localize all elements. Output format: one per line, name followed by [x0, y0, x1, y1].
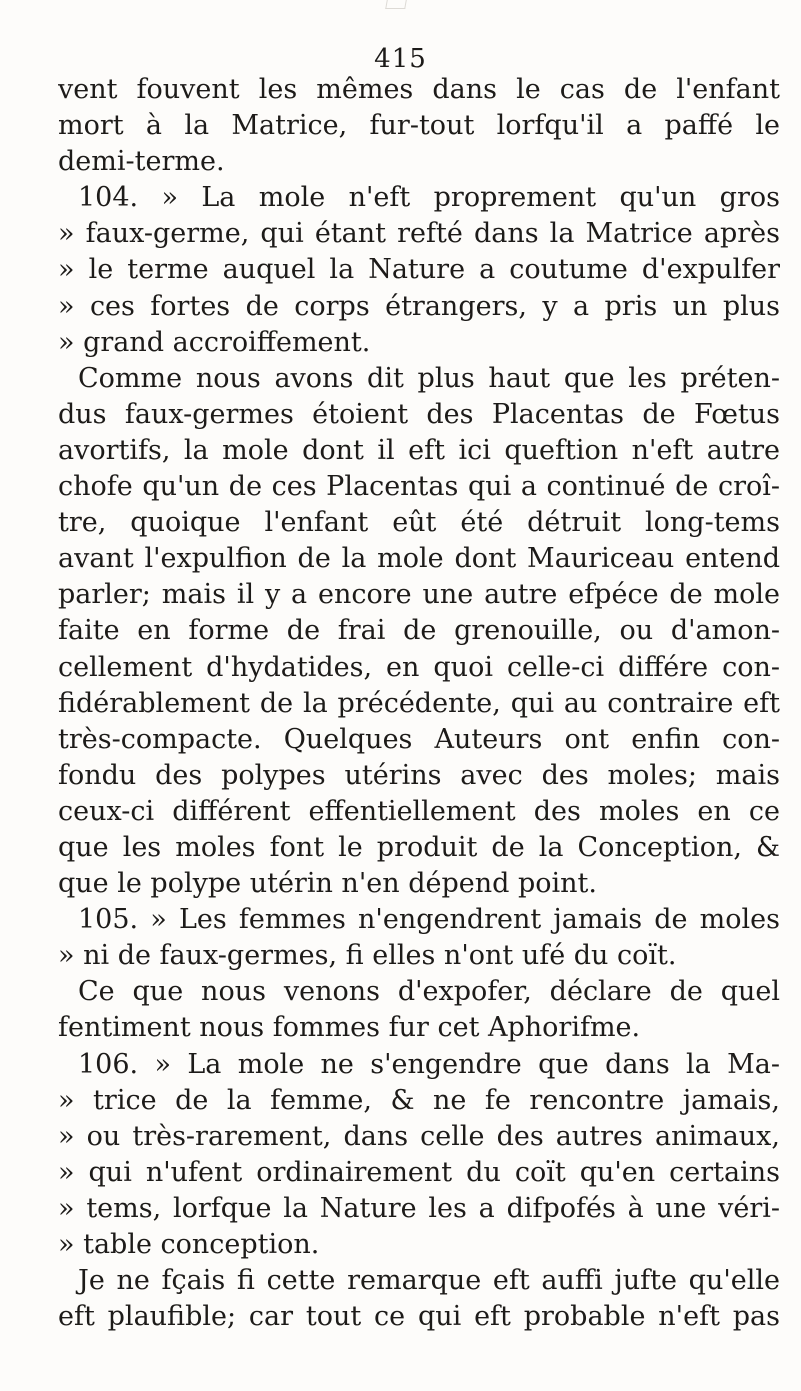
text-line: dus faux-germes étoient des Placentas de Fœtus — [58, 398, 780, 430]
text-line: très-compacte. Quelques Auteurs ont enfin con- — [58, 723, 780, 755]
text-line: vent fouvent les mêmes dans le cas de l'enfant — [58, 74, 780, 105]
text-line: » trice de la femme, & ne fe rencontre jamais, — [58, 1084, 780, 1116]
text-line: Comme nous avons dit plus haut que les préten- — [78, 362, 780, 394]
text-line: faite en forme de frai de grenouille, ou d'amon- — [58, 615, 780, 647]
text-line: avortifs, la mole dont il eft ici queftion n'eft autre — [58, 434, 780, 466]
text-line: mort à la Matrice, fur-tout lorfqu'il a paffé le — [58, 110, 780, 142]
text-line: 106. » La mole ne s'engendre que dans la Ma- — [78, 1048, 780, 1080]
text-line: tre, quoique l'enfant eût été détruit long-tems — [58, 507, 780, 539]
page-number: 415 — [374, 44, 427, 74]
text-line: demi-terme. — [58, 146, 225, 178]
text-line: parler; mais il y a encore une autre efpéce de mole — [58, 579, 780, 611]
text-line: que le polype utérin n'en dépend point. — [58, 868, 597, 900]
text-line: eft plaufible; car tout ce qui eft probable n'eft pas — [58, 1301, 780, 1333]
text-line: ceux-ci différent effentiellement des moles en ce — [58, 795, 780, 827]
text-line: » ni de faux-germes, fi elles n'ont ufé du coït. — [58, 940, 677, 972]
text-line: avant l'expulfion de la mole dont Mauriceau entend — [58, 543, 780, 575]
text-line: » ou très-rarement, dans celle des autres animaux, — [58, 1120, 780, 1152]
text-line: » ces fortes de corps étrangers, y a pris un plus — [58, 290, 780, 322]
text-line: » grand accroiffement. — [58, 326, 371, 358]
body-text — [58, 72, 780, 1335]
text-line: fondu des polypes utérins avec des moles; mais — [58, 759, 780, 791]
text-line: que les moles font le produit de la Conception, & — [58, 831, 780, 863]
text-line: 104. » La mole n'eft proprement qu'un gros — [78, 182, 780, 214]
text-line: fidérablement de la précédente, qui au contraire eft — [58, 687, 780, 719]
text-line: » tems, lorfque la Nature les a difpofés à une véri- — [58, 1192, 780, 1224]
text-line: fentiment nous fommes fur cet Aphorifme. — [58, 1012, 641, 1044]
text-line: cellement d'hydatides, en quoi celle-ci différe con- — [58, 651, 780, 683]
text-line: » faux-germe, qui étant refté dans la Matrice après — [58, 218, 780, 250]
text-line: » table conception. — [58, 1229, 320, 1260]
text-line: chofe qu'un de ces Placentas qui a continué de croî- — [58, 471, 780, 503]
text-line: » qui n'ufent ordinairement du coït qu'en certains — [58, 1156, 780, 1188]
page-fold-mark — [385, 0, 407, 9]
text-line: Ce que nous venons d'expofer, déclare de quel — [78, 976, 780, 1008]
text-line: Je ne fçais fi cette remarque eft auffi jufte qu'elle — [78, 1265, 780, 1297]
text-line: » le terme auquel la Nature a coutume d'expulfer — [58, 254, 780, 286]
text-line: 105. » Les femmes n'engendrent jamais de moles — [78, 904, 780, 936]
